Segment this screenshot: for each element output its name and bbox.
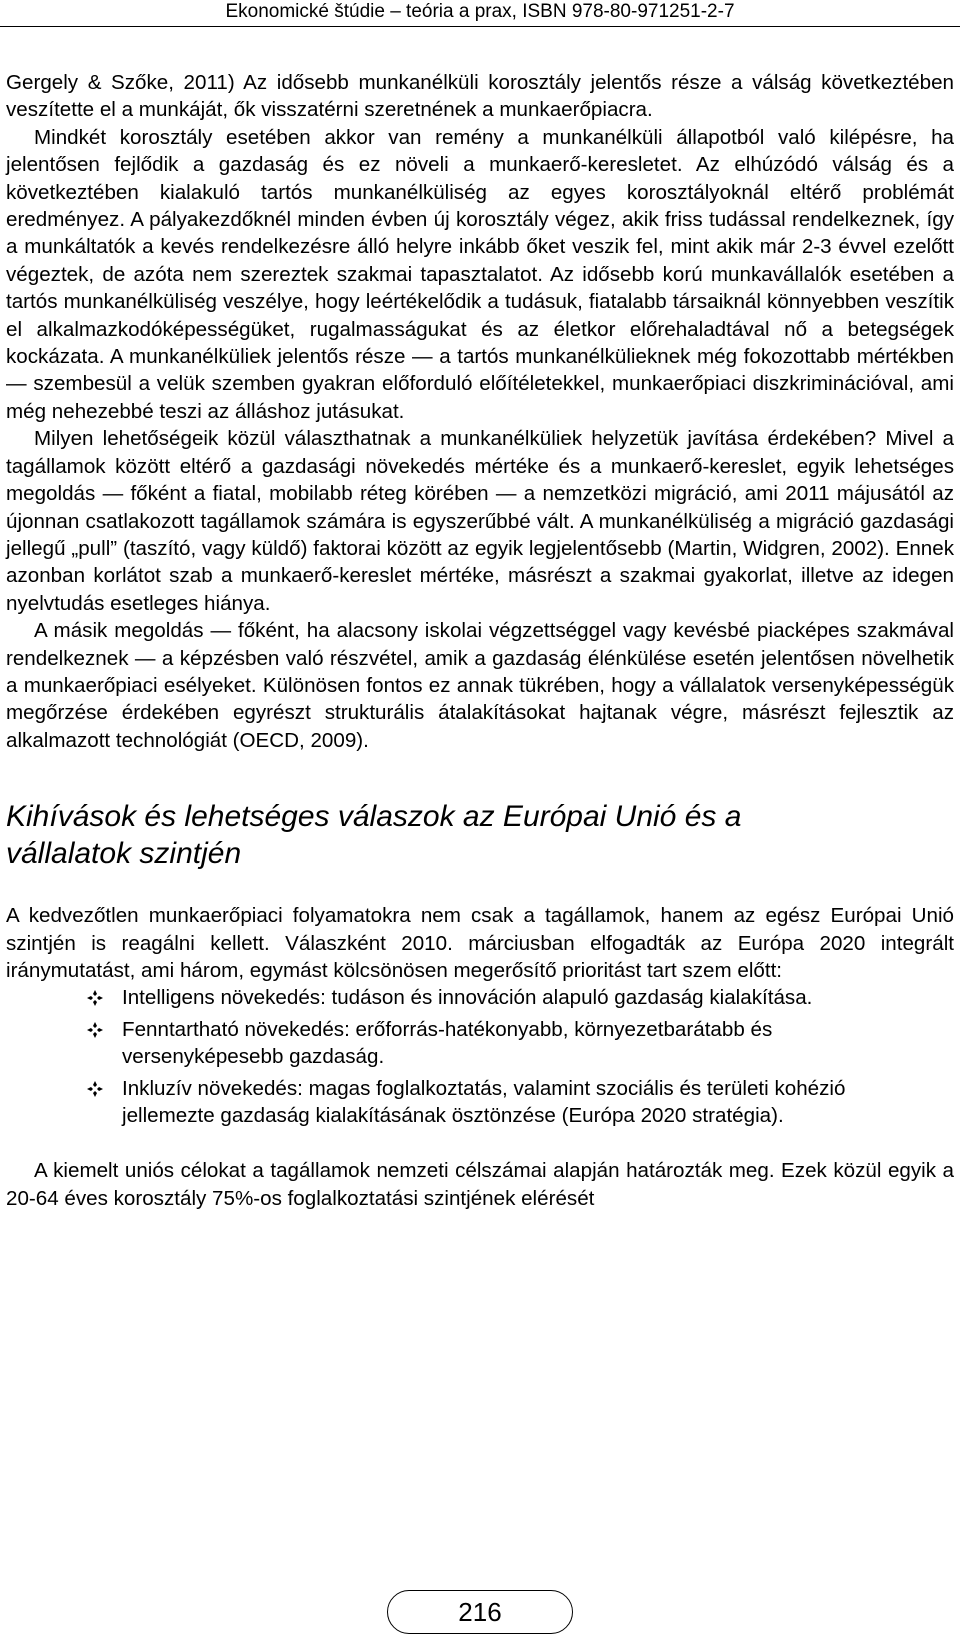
list-item [86, 1016, 954, 1071]
list-item [86, 984, 954, 1011]
priority-list [6, 984, 954, 1129]
list-item [86, 1075, 954, 1130]
list-item-text: Intelligens növekedés: tudáson és innováción alapuló gazdaság kialakítása. [122, 986, 813, 1010]
page-content [6, 69, 954, 1212]
paragraph: A másik megoldás — főként, ha alacsony iskolai végzettséggel vagy kevésbé piacképes szakmával rendelkeznek — a képzésben való részvétel, amik a gazdaság élénkülése esetén jelentősen növelhetik a munkaerőpiaci esélyeket. Különösen fontos ez annak tükrében, hogy a vállalatok versenyképességük megőrzése érdekében egyrészt strukturális átalakításokat hajtanak végre, másrészt fejlesztik az alkalmazott technológiát (OECD, 2009). [6, 619, 954, 752]
page-footer [0, 1590, 960, 1634]
running-header-title: Ekonomické štúdie – teória a prax, ISBN 978-80-971251-2-7 [225, 1, 735, 22]
section-heading: Kihívások és lehetséges válaszok az Európai Unió és a vállalatok szintjén [6, 800, 742, 871]
paragraph: A kiemelt uniós célokat a tagállamok nemzeti célszámai alapján határozták meg. Ezek közül egyik a 20-64 éves korosztály 75%-os foglalkoztatási szintjének elérését [6, 1159, 954, 1210]
running-header [0, 0, 960, 27]
paragraph: Mindkét korosztály esetében akkor van remény a munkanélküli állapotból való kilépésre, ha jelentősen fejlődik a gazdaság és ez növeli a munkaerő-keresletet. Az elhúzódó válság és a következtében kialakuló tartós munkanélküliség az egyes korosztályoknál eltérő problémát eredményez. A pályakezdőknél minden évben új korosztály végez, akik friss tudással rendelkeznek, így a munkáltatók a kevés rendelkezésre álló helyre inkább őket veszik fel, mint akik már 2-3 évvel ezelőtt végeztek, de azóta nem szereztek szakmai tapasztalatot. Az idősebb korú munkavállalók esetében a tartós munkanélküliség veszélye, hogy leértékelődik a tudásuk, fiatalabb társaiknál könnyebben veszítik el alkalmazkodóképességüket, rugalmasságukat és az életkor előrehaladtával nő a betegségek kockázata. A munkanélküliek jelentős része — a tartós munkanélkülieknek még fokozottabb mértékben — szembesül a velük szemben gyakran előforduló előítéletekkel, munkaerőpiaci diszkriminációval, ami még nehezebbé teszi az álláshoz jutásukat. [6, 125, 954, 423]
page-number: 216 [387, 1590, 573, 1634]
diamond-bullet-icon [86, 1021, 104, 1039]
diamond-bullet-icon [86, 989, 104, 1007]
list-item-text: Fenntartható növekedés: erőforrás-hatékonyabb, környezetbarátabb és versenyképesebb gazdaság. [122, 1017, 773, 1069]
list-item-text: Inkluzív növekedés: magas foglalkoztatás, valamint szociális és területi kohézió jellemezte gazdaság kialakításának ösztönzése (Európa 2020 stratégia). [122, 1076, 846, 1127]
paragraph: Milyen lehetőségeik közül választhatnak a munkanélküliek helyzetük javítása érdekében? Mivel a tagállamok között eltérő a gazdasági növekedés mértéke és a munkaerő-kereslet, egyik lehetséges megoldás — főként a fiatal, mobilabb réteg körében — a nemzetközi migráció, ami 2011 májusától az újonnan csatlakozott tagállamok számára is egyszerűbbé vált. A munkanélküliség a migráció gazdasági jellegű „pull” (taszító, vagy küldő) faktorai között az egyik legjelentősebb (Martin, Widgren, 2002). Ennek azonban korlátot szab a munkaerő-kereslet mértéke, másrészt a szakmai gyakorlat, illetve az idegen nyelvtudás esetleges hiánya. [6, 427, 954, 615]
paragraph: Gergely & Szőke, 2011) Az idősebb munkanélküli korosztály jelentős része a válság következtében veszítette el a munkáját, ők visszatérni szeretnének a munkaerőpiacra. [6, 71, 954, 122]
section-intro-paragraph: A kedvezőtlen munkaerőpiaci folyamatokra nem csak a tagállamok, hanem az egész Európai Unió szintjén is reagálni kellett. Válaszként 2010. márciusban elfogadták az Európa 2020 integrált iránymutatást, ami három, egymást kölcsönösen megerősítő prioritást tart szem előtt: [6, 904, 954, 982]
diamond-bullet-icon [86, 1080, 104, 1098]
